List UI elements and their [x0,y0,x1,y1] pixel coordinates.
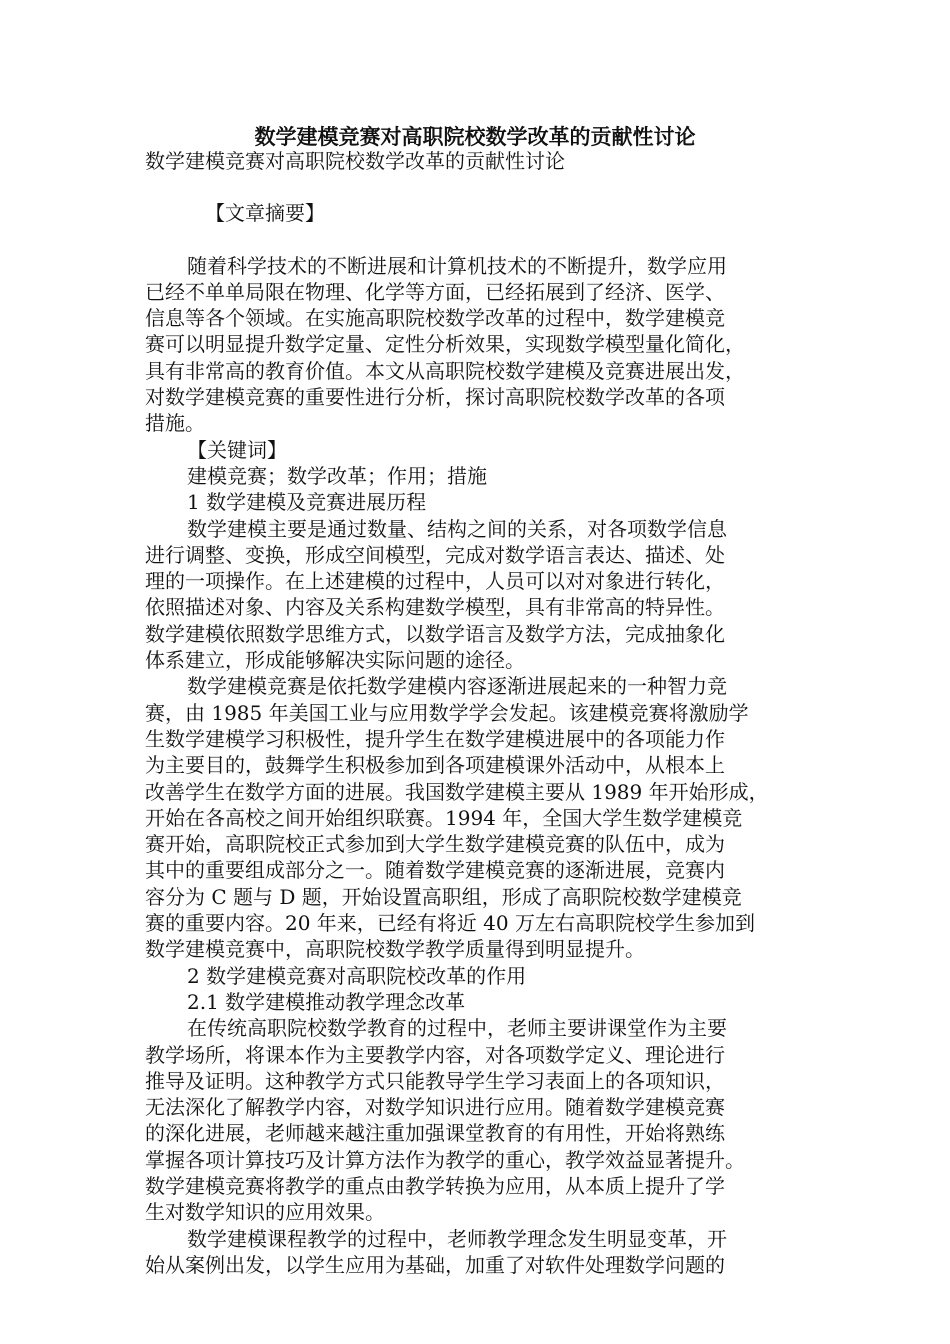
paragraph-line: 数学建模主要是通过数量、结构之间的关系，对各项数学信息 [187,516,727,541]
paragraph-line: 数学建模竞赛是依托数学建模内容逐渐进展起来的一种智力竞 [187,674,727,699]
paragraph-line: 无法深化了解教学内容，对数学知识进行应用。随着数学建模竞赛 [145,1095,725,1120]
paragraph-line: 随着科学技术的不断进展和计算机技术的不断提升，数学应用 [187,253,727,278]
section-heading: 2 数学建模竞赛对高职院校改革的作用 [187,963,527,988]
paragraph-line: 为主要目的，鼓舞学生积极参加到各项建模课外活动中，从根本上 [145,753,725,778]
paragraph-line: 对数学建模竞赛的重要性进行分析，探讨高职院校数学改革的各项 [145,385,725,410]
paragraph-line: 理的一项操作。在上述建模的过程中，人员可以对对象进行转化， [145,569,725,594]
paragraph-line: 具有非常高的教育价值。本文从高职院校数学建模及竞赛进展出发， [145,358,745,383]
subsection-heading: 2.1 数学建模推动教学理念改革 [187,989,466,1014]
paragraph-line: 赛开始，高职院校正式参加到大学生数学建模竞赛的队伍中，成为 [145,832,725,857]
keywords-heading: 【关键词】 [187,437,287,462]
paragraph-line: 数学建模依照数学思维方式，以数学语言及数学方法，完成抽象化 [145,621,725,646]
paragraph-line: 已经不单单局限在物理、化学等方面，已经拓展到了经济、医学、 [145,279,725,304]
paragraph-line: 生对数学知识的应用效果。 [145,1200,385,1225]
paragraph-line: 赛可以明显提升数学定量、定性分析效果，实现数学模型量化简化， [145,332,745,357]
paragraph-line: 其中的重要组成部分之一。随着数学建模竞赛的逐渐进展，竞赛内 [145,858,725,883]
document-body [145,148,805,1278]
keywords-line: 建模竞赛；数学改革；作用；措施 [187,463,487,488]
paragraph-line: 开始在各高校之间开始组织联赛。1994 年，全国大学生数学建模竞 [145,805,743,830]
abstract-heading: 【文章摘要】 [205,201,325,226]
document-title: 数学建模竞赛对高职院校数学改革的贡献性讨论 [254,125,696,149]
spacer [145,174,805,200]
paragraph-line: 信息等各个领域。在实施高职院校数学改革的过程中，数学建模竞 [145,306,725,331]
paragraph-line: 数学建模竞赛中，高职院校数学教学质量得到明显提升。 [145,937,645,962]
paragraph-line: 体系建立，形成能够解决实际问题的途径。 [145,648,525,673]
paragraph-line: 掌握各项计算技巧及计算方法作为教学的重心，教学效益显著提升。 [145,1147,745,1172]
paragraph-line: 赛的重要内容。20 年来，已经有将近 40 万左右高职院校学生参加到 [145,911,755,936]
paragraph-line: 数学建模课程教学的过程中，老师教学理念发生明显变革，开 [187,1226,727,1251]
paragraph-line: 数学建模竞赛将教学的重点由教学转换为应用，从本质上提升了学 [145,1173,725,1198]
paragraph-line: 始从案例出发，以学生应用为基础，加重了对软件处理数学问题的 [145,1252,725,1277]
section-heading: 1 数学建模及竞赛进展历程 [187,490,427,515]
paragraph-line: 教学场所，将课本作为主要教学内容，对各项数学定义、理论进行 [145,1042,725,1067]
paragraph-line: 的深化进展，老师越来越注重加强课堂教育的有用性，开始将熟练 [145,1121,725,1146]
paragraph-line: 生数学建模学习积极性，提升学生在数学建模进展中的各项能力作 [145,726,725,751]
paragraph-line: 推导及证明。这种教学方式只能教导学生学习表面上的各项知识， [145,1068,725,1093]
subtitle-line: 数学建模竞赛对高职院校数学改革的贡献性讨论 [145,149,565,173]
spacer [145,227,805,253]
paragraph-line: 改善学生在数学方面的进展。我国数学建模主要从 1989 年开始形成， [145,779,769,804]
paragraph-line: 容分为 C 题与 D 题，开始设置高职组，形成了高职院校数学建模竞 [145,884,742,909]
paragraph-line: 赛，由 1985 年美国工业与应用数学学会发起。该建模竞赛将激励学 [145,700,749,725]
paragraph-line: 进行调整、变换，形成空间模型，完成对数学语言表达、描述、处 [145,542,725,567]
paragraph-line: 依照描述对象、内容及关系构建数学模型，具有非常高的特异性。 [145,595,725,620]
paragraph-line: 措施。 [145,411,205,436]
paragraph-line: 在传统高职院校数学教育的过程中，老师主要讲课堂作为主要 [187,1016,727,1041]
